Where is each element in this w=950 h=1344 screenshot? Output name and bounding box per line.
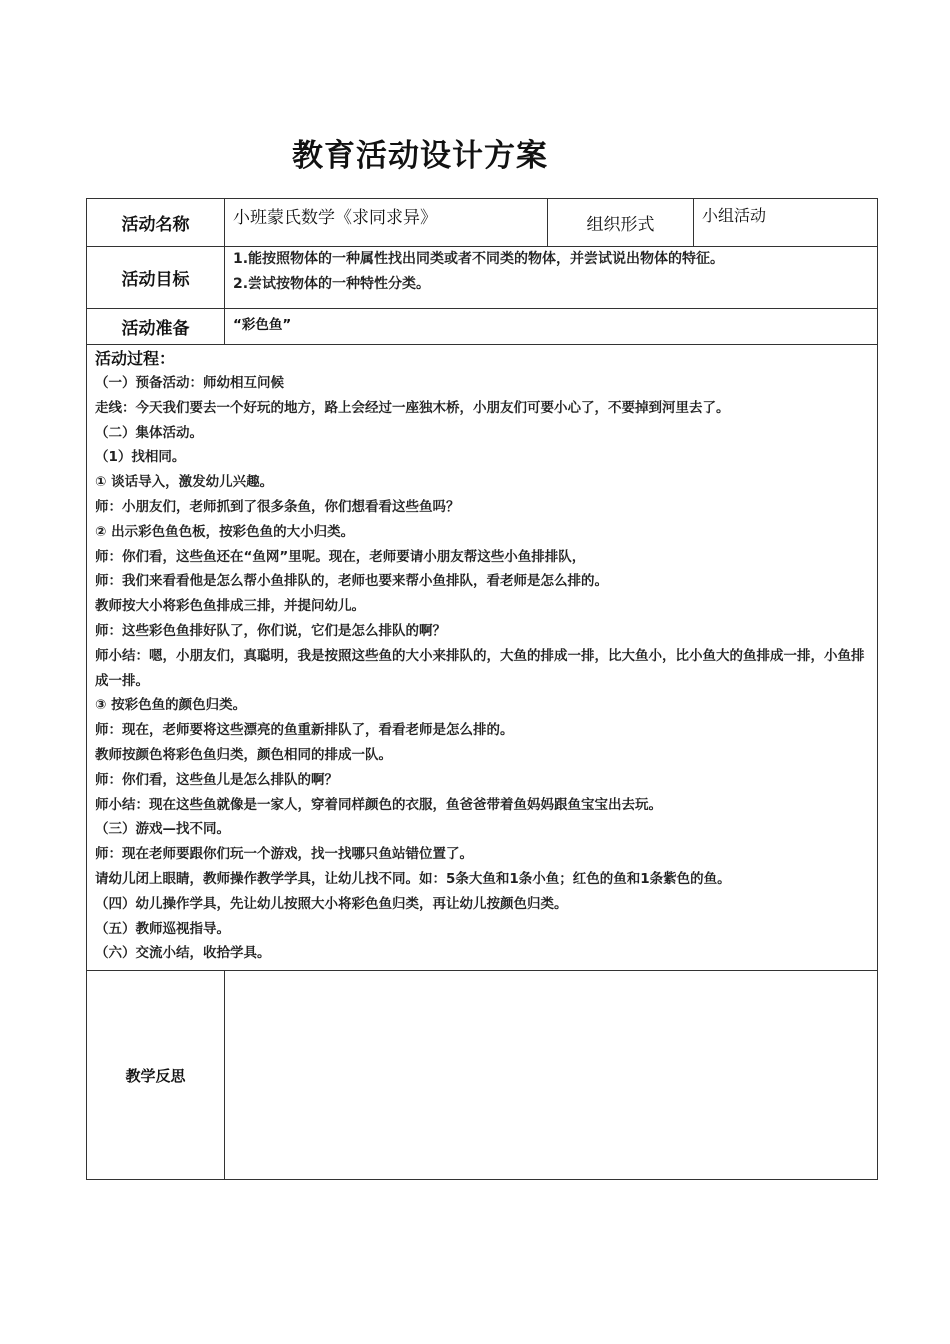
- process-line: ③ 按彩色鱼的颜色归类。: [95, 697, 247, 714]
- process-line: 师：我们来看看他是怎么帮小鱼排队的，老师也要来帮小鱼排队，看老师是怎么排的。: [95, 573, 608, 590]
- process-line: （二）集体活动。: [95, 424, 203, 441]
- activity-plan-table: [86, 198, 878, 1180]
- process-line: 师：你们看，这些鱼儿是怎么排队的啊？: [95, 771, 338, 788]
- process-line: （四）幼儿操作学具，先让幼儿按照大小将彩色鱼归类，再让幼儿按颜色归类。: [95, 895, 568, 912]
- process-line: 师：你们看，这些鱼还在“鱼网”里呢。现在，老师要请小朋友帮这些小鱼排排队，: [95, 548, 586, 565]
- process-line: （六）交流小结，收拾学具。: [95, 945, 271, 962]
- goal-item: 1.能按照物体的一种属性找出同类或者不同类的物体，并尝试说出物体的特征。: [233, 251, 725, 267]
- process-line: 师：现在，老师要将这些漂亮的鱼重新排队了，看看老师是怎么排的。: [95, 722, 514, 739]
- document-title: 教育活动设计方案: [292, 138, 548, 174]
- activity-goal-label: 活动目标: [87, 247, 225, 309]
- row-activity-goal: [87, 247, 878, 309]
- process-line: 请幼儿闭上眼睛，教师操作教学学具，让幼儿找不同。如：5条大鱼和1条小鱼；红色的鱼和1条紫色的鱼。: [95, 870, 731, 887]
- organization-form-value: 小组活动: [694, 199, 878, 247]
- process-line: 教师按大小将彩色鱼排成三排，并提问幼儿。: [95, 598, 365, 615]
- activity-prep-label: 活动准备: [87, 309, 225, 345]
- activity-prep-value: “彩色鱼”: [225, 309, 878, 345]
- process-line: （1）找相同。: [95, 449, 186, 466]
- process-heading: 活动过程：: [95, 349, 176, 368]
- activity-name-value: 小班蒙氏数学《求同求异》: [225, 199, 548, 247]
- process-line: （三）游戏—找不同。: [95, 821, 230, 838]
- process-line: 师小结：现在这些鱼就像是一家人，穿着同样颜色的衣服，鱼爸爸带着鱼妈妈跟鱼宝宝出去玩。: [95, 796, 662, 813]
- activity-goal-list: [225, 247, 878, 309]
- process-line: 师：现在老师要跟你们玩一个游戏，找一找哪只鱼站错位置了。: [95, 846, 473, 863]
- row-teaching-reflection: [87, 971, 878, 1180]
- teaching-reflection-content: [225, 971, 878, 1180]
- process-line: 教师按颜色将彩色鱼归类，颜色相同的排成一队。: [95, 746, 392, 763]
- row-activity-name: [87, 199, 878, 247]
- goal-item: 2.尝试按物体的一种特性分类。: [233, 276, 431, 292]
- row-activity-process: [87, 345, 878, 971]
- process-line: 师：小朋友们，老师抓到了很多条鱼，你们想看看这些鱼吗？: [95, 498, 460, 515]
- process-line: （五）教师巡视指导。: [95, 920, 230, 937]
- process-line: 师小结：嗯，小朋友们，真聪明，我是按照这些鱼的大小来排队的，大鱼的排成一排，比大鱼小，比小鱼大的鱼排成一排，小鱼排成一排。: [95, 647, 865, 689]
- process-line: ② 出示彩色鱼色板，按彩色鱼的大小归类。: [95, 523, 355, 540]
- process-line: ① 谈话导入，激发幼儿兴趣。: [95, 474, 274, 491]
- process-line: 师：这些彩色鱼排好队了，你们说，它们是怎么排队的啊？: [95, 622, 446, 639]
- process-line: 走线：今天我们要去一个好玩的地方，路上会经过一座独木桥，小朋友们可要小心了，不要掉到河里去了。: [95, 399, 730, 416]
- teaching-reflection-label: 教学反思: [87, 971, 225, 1180]
- organization-form-label: 组织形式: [548, 199, 694, 247]
- activity-process: [87, 345, 878, 971]
- row-activity-prep: [87, 309, 878, 345]
- activity-name-label: 活动名称: [87, 199, 225, 247]
- process-line: （一）预备活动：师幼相互问候: [95, 375, 284, 391]
